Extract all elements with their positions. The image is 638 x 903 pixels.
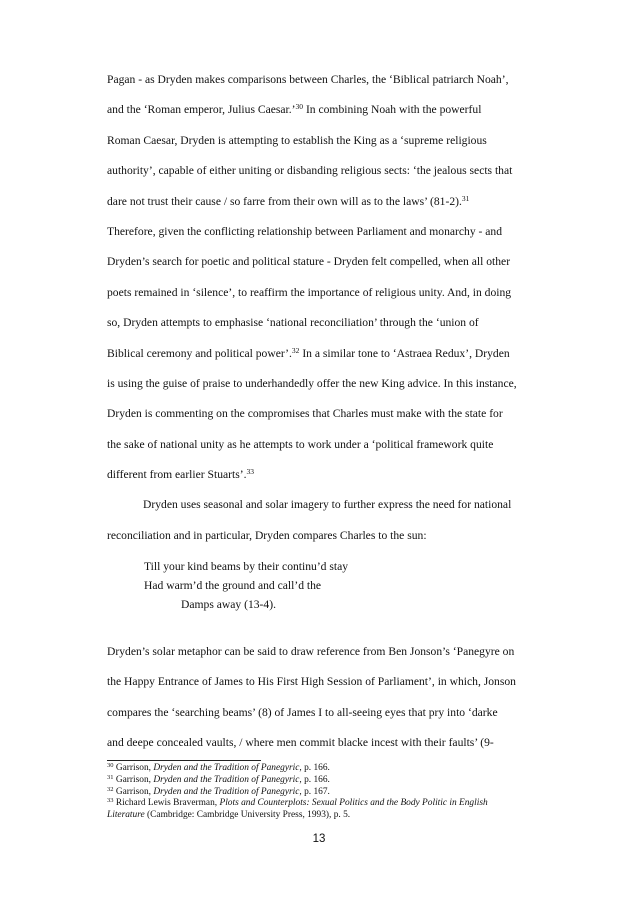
text-line: Roman Caesar, Dryden is attempting to establish the King as a ‘supreme religious [107, 133, 487, 147]
paragraph-1 [107, 65, 537, 551]
footnote-continuation: Literature (Cambridge: Cambridge University Press, 1993), p. 5. [107, 810, 351, 821]
text-line: reconciliation and in particular, Dryden compares Charles to the sun: [107, 528, 427, 542]
text-line: Therefore, given the conflicting relationship between Parliament and monarchy - and [107, 224, 503, 238]
text-line: authority’, capable of either uniting or disbanding religious sects: ‘the jealous sects that [107, 164, 513, 178]
text-line: dare not trust their cause / so farre from their own will as to the laws’ (81-2).$^{31}$ [107, 193, 470, 208]
text-line: Dryden uses seasonal and solar imagery to further express the need for national [143, 498, 512, 512]
footnote: $^{30}$ Garrison, Dryden and the Tradition of Panegyric, p. 166. [107, 762, 330, 773]
verse-line: Had warm’d the ground and call’d the [144, 579, 322, 592]
footnote-separator [107, 760, 261, 761]
text-line: compares the ‘searching beams’ (8) of James I to all-seeing eyes that pry into ‘darke [107, 705, 498, 719]
text-line: Dryden’s solar metaphor can be said to draw reference from Ben Jonson’s ‘Panegyre on [107, 645, 515, 658]
footnotes [107, 763, 537, 822]
verse-line: Damps away (13-4). [181, 598, 276, 611]
paragraph-3 [107, 637, 537, 759]
footnote-ref: 33 [246, 467, 254, 477]
text-line: is using the guise of praise to underhandedly offer the new King advice. In this instance, [107, 376, 517, 390]
footnote-ref: 30 [295, 102, 304, 112]
footnote-ref: 32 [291, 345, 300, 355]
verse-line: Till your kind beams by their continu’d stay [144, 560, 349, 573]
text-line: and deepe concealed vaults, / where men commit blacke incest with their faults’ (9- [107, 736, 494, 750]
footnote: $^{32}$ Garrison, Dryden and the Tradition of Panegyric, p. 167. [107, 785, 330, 797]
verse-quotation [144, 557, 348, 614]
footnote: $^{31}$ Garrison, Dryden and the Tradition of Panegyric, p. 166. [107, 773, 330, 785]
footnote-ref: 31 [461, 193, 470, 203]
text-line: poets remained in ‘silence’, to reaffirm the importance of religious unity. And, in doing [107, 285, 512, 299]
text-line: different from earlier Stuarts’.$^{33}$ [107, 467, 254, 482]
text-line: Biblical ceremony and political power’.$^{32}$ In a similar tone to ‘Astraea Redux’, Dryden [107, 345, 510, 360]
page-number: 13 [312, 833, 326, 845]
text-line: the sake of national unity as he attempts to work under a ‘political framework quite [107, 437, 494, 451]
text-line: so, Dryden attempts to emphasise ‘national reconciliation’ through the ‘union of [107, 316, 479, 330]
text-line: Pagan - as Dryden makes comparisons between Charles, the ‘Biblical patriarch Noah’, [107, 73, 509, 86]
text-line: and the ‘Roman emperor, Julius Caesar.’$^{30}$ In combining Noah with the powerful [107, 102, 482, 117]
footnote: $^{33}$ Richard Lewis Braverman, Plots and Counterplots: Sexual Politics and the Body Politic in English [107, 797, 488, 809]
text-line: the Happy Entrance of James to His First High Session of Parliament’, in which, Jonson [107, 675, 516, 689]
text-line: Dryden is commenting on the compromises that Charles must make with the state for [107, 407, 503, 421]
text-line: Dryden’s search for poetic and political stature - Dryden felt compelled, when all other [107, 255, 511, 269]
